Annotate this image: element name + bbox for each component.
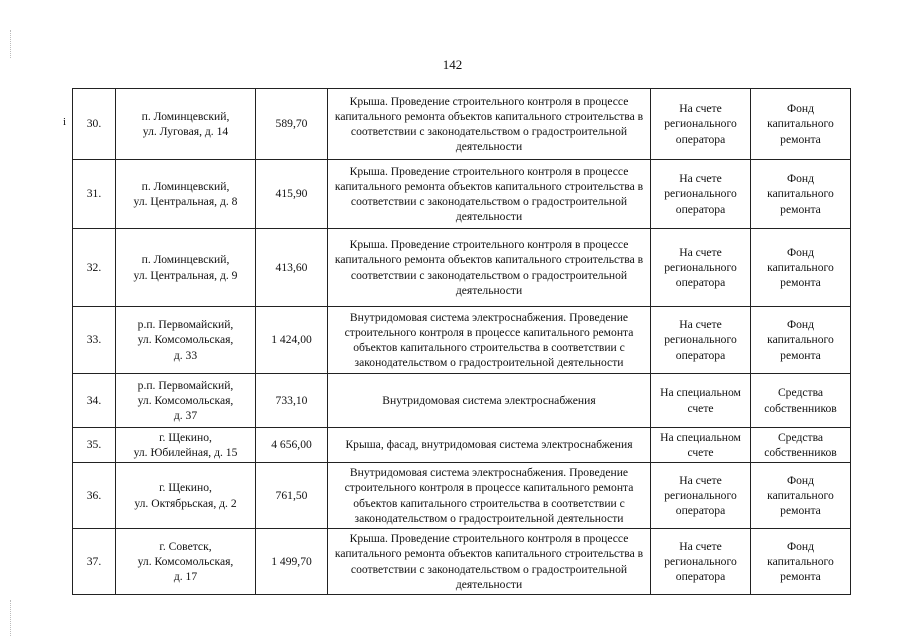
funding-source-cell: Фонд капитального ремонта	[751, 529, 851, 595]
table-row	[73, 160, 851, 229]
works-cell: Крыша, фасад, внутридомовая система электроснабжения	[328, 428, 651, 463]
address-locality: р.п. Первомайский,	[137, 318, 234, 332]
account-cell: На счете регионального оператора	[651, 229, 751, 307]
account-cell: На счете регионального оператора	[651, 160, 751, 229]
table-row	[73, 463, 851, 529]
scan-artifact-top	[10, 30, 13, 58]
address-house: д. 17	[173, 570, 198, 584]
account-cell: На специальном счете	[651, 428, 751, 463]
funding-source-cell: Средства собственников	[751, 374, 851, 428]
row-number: 35.	[73, 428, 116, 463]
table-row	[73, 307, 851, 374]
address-street: ул. Октябрьская, д. 2	[134, 496, 237, 510]
address-cell	[116, 307, 256, 374]
address-street: ул. Комсомольская,	[137, 333, 234, 347]
funding-source-cell: Фонд капитального ремонта	[751, 463, 851, 529]
address-locality: г. Щекино,	[159, 430, 212, 444]
address-locality: г. Советск,	[159, 539, 212, 553]
account-cell: На счете регионального оператора	[651, 89, 751, 160]
row-number: 30.	[73, 89, 116, 160]
row-number: 37.	[73, 529, 116, 595]
address-cell	[116, 529, 256, 595]
table-row	[73, 229, 851, 307]
works-cell: Крыша. Проведение строительного контроля в процессе капитального ремонта объектов капитального строительства в соответствии с законодательством о градостроительной деятельности	[328, 160, 651, 229]
area-cell: 4 656,00	[256, 428, 328, 463]
area-cell: 1 499,70	[256, 529, 328, 595]
address-street: ул. Центральная, д. 8	[133, 195, 238, 208]
address-street: ул. Комсомольская,	[137, 554, 234, 568]
address-cell	[116, 428, 256, 463]
row-number: 32.	[73, 229, 116, 307]
row-number: 33.	[73, 307, 116, 374]
account-cell: На счете регионального оператора	[651, 463, 751, 529]
address-cell	[116, 374, 256, 428]
area-cell: 415,90	[256, 160, 328, 229]
address-house: д. 33	[173, 348, 198, 362]
margin-mark: i	[63, 116, 67, 128]
address-locality: р.п. Первомайский,	[137, 378, 234, 392]
address-cell	[116, 89, 256, 160]
funding-source-cell: Фонд капитального ремонта	[751, 89, 851, 160]
works-cell: Крыша. Проведение строительного контроля в процессе капитального ремонта объектов капитального строительства в соответствии с законодательством о градостроительной деятельности	[328, 89, 651, 160]
address-cell	[116, 229, 256, 307]
address-street: ул. Юбилейная, д. 15	[133, 446, 238, 459]
works-cell: Внутридомовая система электроснабжения. Проведение строительного контроля в процессе капитального ремонта объектов капитального строительства в соответствии с законодательством о градостроительной деятельности	[328, 463, 651, 529]
funding-source-cell: Фонд капитального ремонта	[751, 307, 851, 374]
address-locality: п. Ломинцевский,	[141, 179, 230, 193]
address-cell	[116, 463, 256, 529]
funding-source-cell: Фонд капитального ремонта	[751, 160, 851, 229]
area-cell: 1 424,00	[256, 307, 328, 374]
address-house: д. 37	[173, 409, 198, 423]
table-row	[73, 89, 851, 160]
funding-source-cell: Фонд капитального ремонта	[751, 229, 851, 307]
repair-registry-table	[72, 88, 851, 595]
account-cell: На счете регионального оператора	[651, 307, 751, 374]
address-cell	[116, 160, 256, 229]
works-cell: Крыша. Проведение строительного контроля в процессе капитального ремонта объектов капитального строительства в соответствии с законодательством о градостроительной деятельности	[328, 229, 651, 307]
table-row	[73, 428, 851, 463]
address-street: ул. Комсомольская,	[137, 393, 234, 407]
address-street: ул. Луговая, д. 14	[142, 125, 229, 138]
page-number: 142	[442, 57, 463, 72]
address-locality: п. Ломинцевский,	[141, 109, 230, 123]
address-street: ул. Центральная, д. 9	[133, 268, 238, 282]
address-locality: г. Щекино,	[159, 481, 212, 495]
works-cell: Внутридомовая система электроснабжения	[328, 374, 651, 428]
scan-artifact-bottom	[10, 600, 13, 636]
row-number: 31.	[73, 160, 116, 229]
row-number: 36.	[73, 463, 116, 529]
funding-source-cell: Средства собственников	[751, 428, 851, 463]
area-cell: 589,70	[256, 89, 328, 160]
area-cell: 413,60	[256, 229, 328, 307]
row-number: 34.	[73, 374, 116, 428]
table-row	[73, 374, 851, 428]
address-locality: п. Ломинцевский,	[141, 253, 230, 267]
works-cell: Внутридомовая система электроснабжения. Проведение строительного контроля в процессе капитального ремонта объектов капитального строительства в соответствии с законодательством о градостроительной деятельности	[328, 307, 651, 374]
account-cell: На счете регионального оператора	[651, 529, 751, 595]
account-cell: На специальном счете	[651, 374, 751, 428]
works-cell: Крыша. Проведение строительного контроля в процессе капитального ремонта объектов капитального строительства в соответствии с законодательством о градостроительной деятельности	[328, 529, 651, 595]
table-row	[73, 529, 851, 595]
area-cell: 761,50	[256, 463, 328, 529]
area-cell: 733,10	[256, 374, 328, 428]
